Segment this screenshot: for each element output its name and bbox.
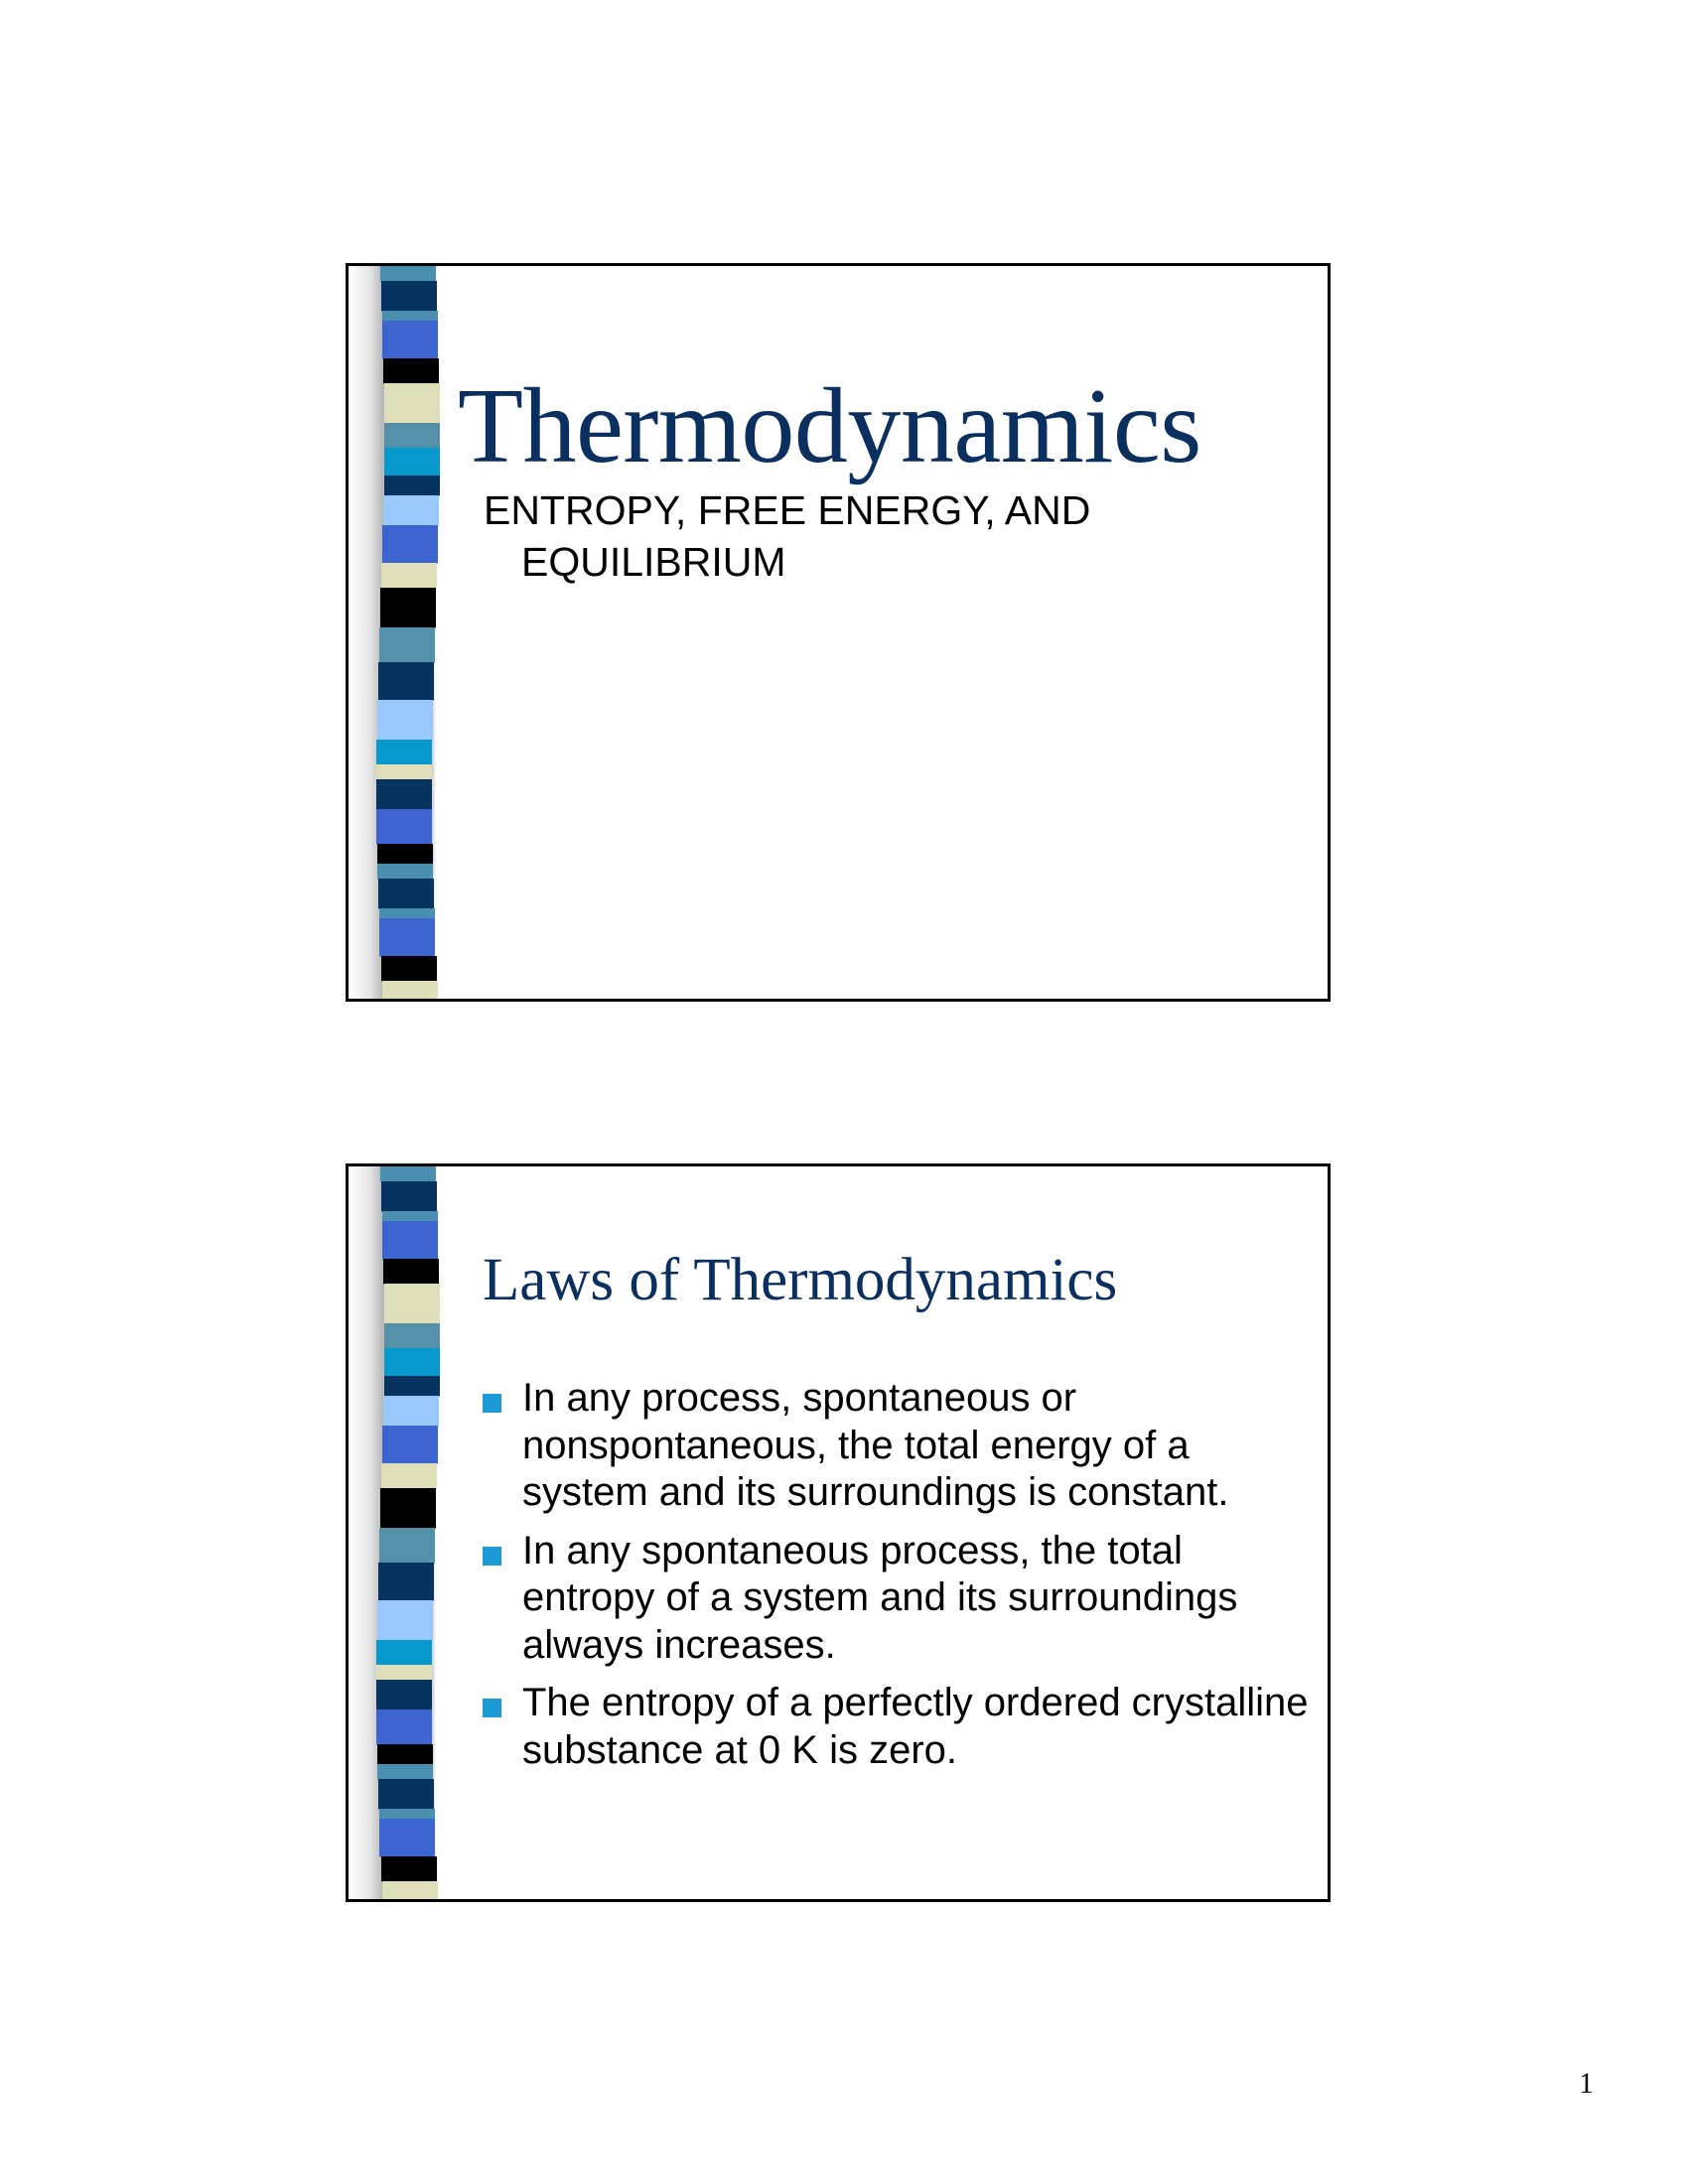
square-bullet-icon [483,1394,501,1413]
stripe-segment [382,525,438,564]
stripe-segment [380,588,436,628]
slide-laws [346,1163,1331,1902]
stripe-segment [382,321,438,359]
bullet-item [483,1680,1317,1774]
stripe-segment [380,266,436,282]
stripe-segment [384,448,440,477]
bullet-list [483,1375,1317,1785]
stripe-segment [382,1426,438,1464]
square-bullet-icon [483,1547,501,1566]
stripe-segment [376,1680,432,1710]
stripe-segment [381,281,437,312]
stripe-segment [379,1819,435,1857]
stripe-segment [384,1323,440,1349]
stripe-segment [376,809,432,845]
stripe-segment [376,740,432,765]
stripe-segment [383,495,439,526]
stripe-segment [383,1396,439,1427]
stripe-segment [378,662,434,701]
stripe-segment [377,700,433,741]
stripe-segment [379,918,435,957]
stripe-segment [384,476,440,496]
stripe-segment [378,1779,434,1810]
stripe-segment [382,311,438,322]
stripe-segment [382,1211,438,1222]
stripe-segment [377,1600,433,1641]
stripe-segment [382,981,438,1002]
stripe-segment [384,1376,440,1397]
stripe-segment [378,879,434,909]
stripe-segment [381,956,437,982]
stripe-segment [381,1181,437,1212]
stripe-segment [377,1764,433,1780]
stripe-segment [384,423,440,449]
stripe-segment [379,908,435,919]
stripe-segment [384,1348,440,1377]
bullet-text: In any spontaneous process, the total entropy of a system and its surroundings always increases. [522,1528,1238,1667]
decorative-stripe-bar [349,1166,448,1902]
stripe-segment [377,844,433,865]
slide-subtitle: ENTROPY, FREE ENERGY, AND EQUILIBRIUM [484,487,1091,585]
stripe-segment [380,1166,436,1182]
stripe-segment [379,627,435,663]
stripe-segment [381,563,437,589]
stripe-segment [376,764,432,780]
stripe-segment [378,1563,434,1601]
stripe-segment [382,1881,438,1902]
bullet-text: The entropy of a perfectly ordered crystalline substance at 0 K is zero. [522,1681,1309,1772]
stripe-segment [384,1284,440,1324]
stripe-segment [376,1709,432,1745]
bullet-item [483,1375,1317,1517]
bullet-item [483,1528,1317,1670]
slide-heading: Laws of Thermodynamics [483,1247,1118,1313]
square-bullet-icon [483,1699,501,1717]
stripe-segment [381,1463,437,1489]
stripe-segment [377,1744,433,1765]
stripe-segment [376,1665,432,1681]
stripe-segment [383,1259,439,1285]
page-number: 1 [1579,2067,1594,2100]
decorative-stripe-bar [349,266,448,1002]
stripe-segment [379,1528,435,1564]
stripe-segment [383,358,439,384]
slide-title-heading: Thermodynamics [458,367,1201,485]
stripe-segment [379,1809,435,1820]
bullet-text: In any process, spontaneous or nonspontaneous, the total energy of a system and its surroundings is constant. [522,1376,1229,1514]
stripe-segment [380,1488,436,1529]
stripe-segment [384,383,440,424]
stripe-segment [376,1640,432,1666]
stripe-segment [376,779,432,810]
stripe-segment [377,864,433,880]
stripe-segment [382,1221,438,1260]
slide-title [346,263,1331,1002]
stripe-segment [381,1856,437,1882]
